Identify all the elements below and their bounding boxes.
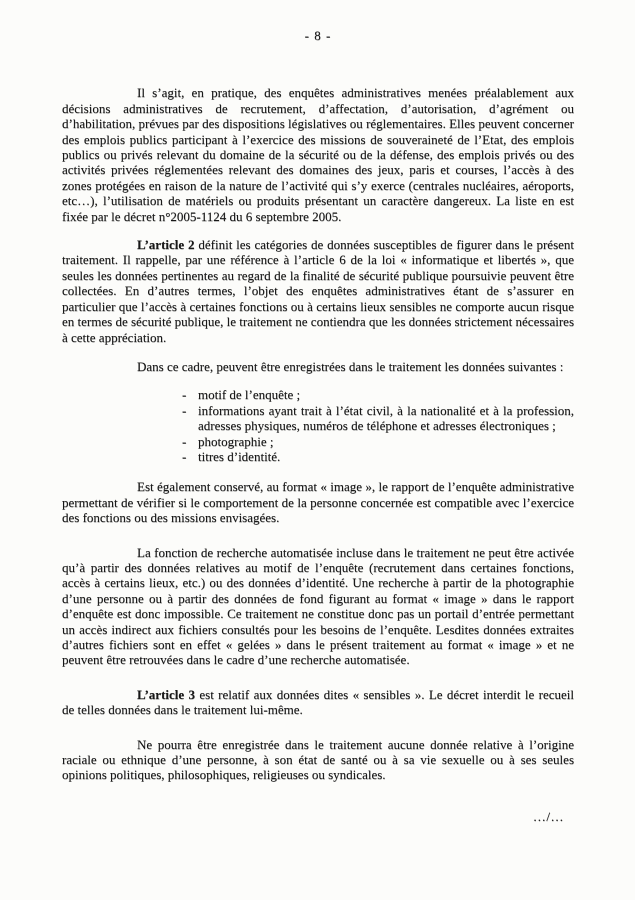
article-3-body: est relatif aux données dites « sensibles ». Le décret interdit le recueil de telles données dans le traitement lui-même. xyxy=(62,686,574,718)
paragraph-recherche-automatisee: La fonction de recherche automatisée incluse dans le traitement ne peut être activée qu’à partir des données relatives au motif de l’enquête (recrutement dans certaines fonctions, accès à certains lieux, etc.) ou des données d’identité. Une recherche à partir de la photographie d’une personne ou à partir des données de fond figurant au format « image » dans le rapport d’enquête est donc impossible. Ce traitement ne constitue donc pas un portail d’entrée permettant un accès indirect aux fichiers consultés pour les besoins de l’enquête. Lesdites données extraites d’autres fichiers sont en effet « gelées » dans le présent traitement au format « image » et ne peuvent être retrouvées dans le cadre d’une recherche automatisée. xyxy=(62,544,574,668)
document-text-block xyxy=(62,28,574,824)
list-dash-marker: - xyxy=(182,448,187,464)
paragraph-intro-enquetes: Il s’agit, en pratique, des enquêtes administratives menées préalablement aux décisions administratives de recrutement, d’affectation, d’autorisation, d’agrément ou d’habilitation, prévues par des dispositions législatives ou réglementaires. Elles peuvent concerner des emplois publics participant à l’exercice des missions de souveraineté de l’Etat, des emplois publics ou privés relevant du domaine de la sécurité ou de la défense, des emplois privés ou des activités privées réglementées relevant des domaines des jeux, paris et courses, l’accès à des zones protégées en raison de la nature de l’activité qui s’y exerce (centrales nucléaires, aéroports, etc…), l’utilisation de matériels ou produits présentant un caractère dangereux. La liste en est fixée par le décret n°2005-1124 du 6 septembre 2005. xyxy=(62,85,574,224)
list-item xyxy=(62,387,574,402)
list-item-text: titres d’identité. xyxy=(198,448,281,464)
list-item-text: informations ayant trait à l’état civil, à la nationalité et à la profession, adresses physiques, numéros de téléphone et adresses électroniques ; xyxy=(198,402,574,434)
data-categories-list xyxy=(62,387,574,464)
paragraph-format-image: Est également conservé, au format « image », le rapport de l’enquête administrative permettant de vérifier si le comportement de la personne concernée est compatible avec l’exercice des fonctions ou des missions envisagées. xyxy=(62,479,574,526)
page-number: - 8 - xyxy=(304,28,332,43)
list-item xyxy=(62,434,574,449)
list-item xyxy=(62,403,574,434)
list-item xyxy=(62,449,574,464)
paragraph-article-2 xyxy=(62,237,574,345)
list-item-text: photographie ; xyxy=(198,433,274,449)
article-2-heading: L’article 2 xyxy=(137,237,195,253)
list-item-text: motif de l’enquête ; xyxy=(198,387,301,403)
article-3-heading: L’article 3 xyxy=(137,686,196,702)
list-dash-marker: - xyxy=(182,433,187,449)
article-2-body: définit les catégories de données susceptibles de figurer dans le présent traitement. Il rappelle, par une référence à l’article 6 de la loi « informatique et libertés », que seules les données pertinentes au regard de la finalité de sécurité publique poursuivie peuvent être collectées. En d’autres termes, l’objet des enquêtes administratives étant de s’assurer en particulier que l’accès à certaines fonctions ou à certains lieux sensibles ne comporte aucun risque en termes de sécurité publique, le traitement ne contiendra que les données strictement nécessaires à cette appréciation. xyxy=(62,237,575,345)
paragraph-article-3 xyxy=(62,687,574,718)
list-dash-marker: - xyxy=(182,387,187,403)
paragraph-donnees-sensibles: Ne pourra être enregistrée dans le traitement aucune donnée relative à l’origine raciale ou ethnique d’une personne, à son état de santé ou à sa vie sexuelle ou à ses seules opinions politiques, philosophiques, religieuses ou syndicales. xyxy=(62,736,574,783)
continuation-mark: …/… xyxy=(532,808,564,824)
list-dash-marker: - xyxy=(182,402,187,418)
paragraph-list-intro: Dans ce cadre, peuvent être enregistrées dans le traitement les données suivantes : xyxy=(137,358,564,374)
